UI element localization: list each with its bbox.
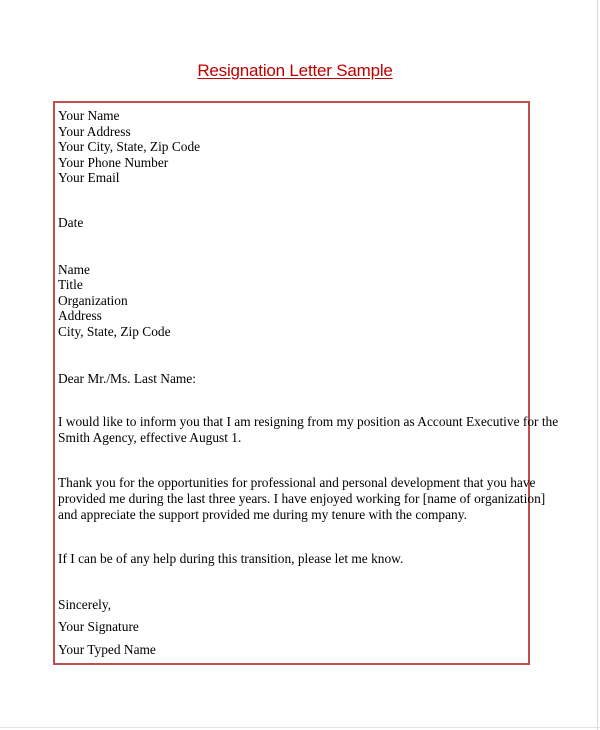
recipient-block	[58, 262, 526, 340]
sender-city-state-zip: Your City, State, Zip Code	[58, 139, 201, 155]
letter-date: Date	[58, 214, 84, 230]
sender-block	[58, 108, 526, 186]
sender-address: Your Address	[58, 123, 131, 139]
recipient-address: Address	[58, 308, 102, 324]
page-edge-bottom	[0, 727, 600, 728]
salutation: Dear Mr./Ms. Last Name:	[58, 370, 196, 386]
sender-email: Your Email	[58, 170, 120, 186]
typed-name: Your Typed Name	[58, 641, 156, 657]
paragraph-line: If I can be of any help during this transition, please let me know.	[58, 551, 404, 567]
page-edge-right	[597, 0, 598, 730]
document-title: Resignation Letter Sample	[197, 61, 393, 80]
recipient-title: Title	[58, 277, 83, 293]
recipient-name: Name	[58, 261, 90, 277]
signature: Your Signature	[58, 619, 139, 635]
paragraph-transition	[58, 551, 526, 567]
letter-body	[58, 108, 559, 657]
paragraph-line: and appreciate the support provided me during my tenure with the company.	[58, 506, 467, 522]
paragraph-line: Smith Agency, effective August 1.	[58, 429, 242, 445]
paragraph-line: I would like to inform you that I am resigning from my position as Account Executive for the	[58, 414, 559, 430]
sender-phone: Your Phone Number	[58, 154, 169, 170]
recipient-organization: Organization	[58, 292, 128, 308]
recipient-city-state-zip: City, State, Zip Code	[58, 323, 171, 339]
paragraph-line: provided me during the last three years. I have enjoyed working for [name of organization]	[58, 490, 546, 506]
sender-name: Your Name	[58, 108, 120, 123]
closing: Sincerely,	[58, 596, 112, 612]
paragraph-resignation	[58, 414, 559, 445]
paragraph-thanks	[58, 475, 546, 522]
paragraph-line: Thank you for the opportunities for professional and personal development that you have	[58, 475, 536, 491]
